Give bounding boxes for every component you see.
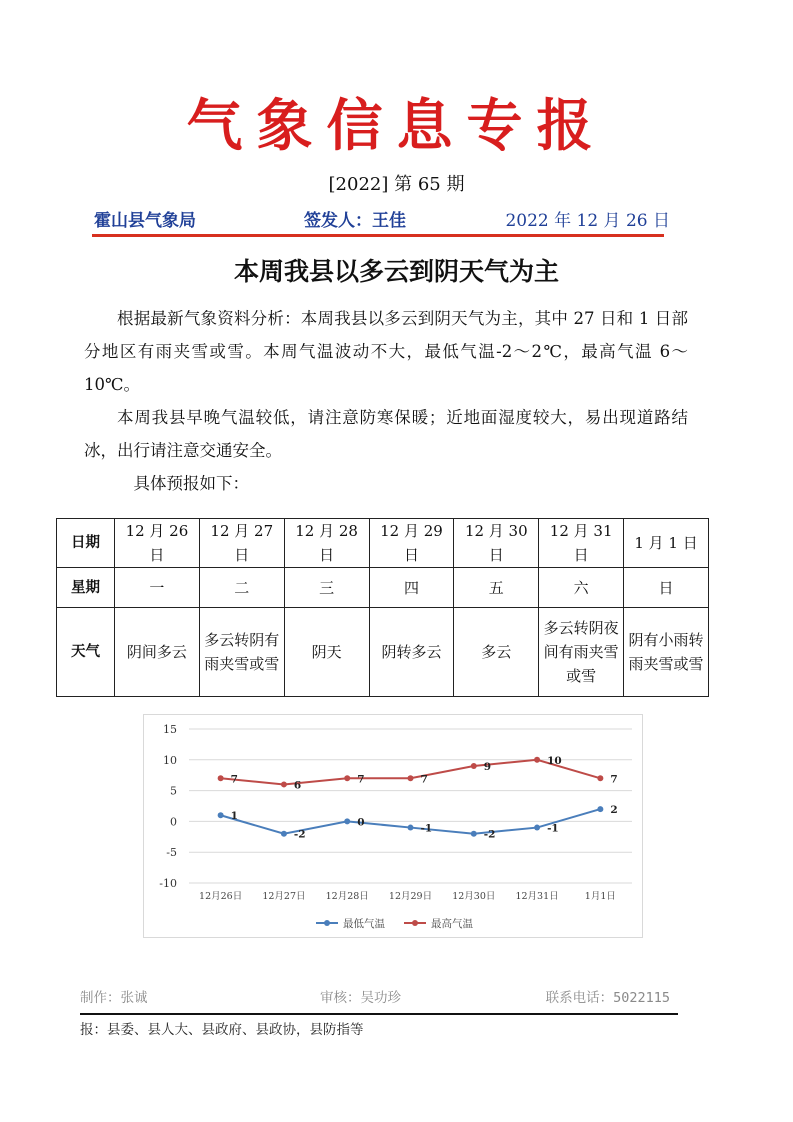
legend-marker [324, 920, 330, 926]
data-point [281, 831, 287, 837]
contact-phone: 联系电话：5022115 [545, 990, 670, 1006]
y-tick-label: 0 [170, 815, 177, 829]
row-header-weekday: 星期 [57, 568, 115, 608]
weekday-cell: 二 [199, 568, 284, 608]
weekday-cell: 五 [454, 568, 539, 608]
x-tick-label: 12月29日 [388, 891, 433, 902]
date-cell: 12 月 27 日 [199, 519, 284, 568]
paragraph: 根据最新气象资料分析：本周我县以多云到阴天气为主，其中 27 日和 1 日部分地区有雨夹雪或雪。本周气温波动不大，最低气温-2～2℃，最高气温 6～10℃。 [84, 309, 688, 394]
data-label: 10 [547, 754, 562, 767]
paragraph: 本周我县早晚气温较低，请注意防寒保暖；近地面湿度较大，易出现道路结冰，出行请注意交通安全。 [84, 408, 688, 460]
weekday-cell: 四 [369, 568, 454, 608]
red-divider [92, 234, 664, 237]
x-tick-label: 12月28日 [325, 891, 369, 902]
temperature-chart [143, 714, 643, 938]
y-tick-label: 15 [163, 723, 177, 736]
data-point [408, 775, 414, 781]
date-cell: 12 月 29 日 [369, 519, 454, 568]
data-point [471, 831, 477, 837]
info-bar [94, 206, 670, 230]
weather-cell: 阴天 [284, 608, 369, 697]
legend-marker [412, 920, 418, 926]
footer-divider [80, 1013, 678, 1015]
legend-label: 最低气温 [343, 918, 385, 930]
table-row [57, 568, 709, 608]
weekday-cell: 六 [539, 568, 624, 608]
issue-number: [2022] 第 65 期 [328, 174, 465, 195]
maker: 制作：张诚 [80, 990, 148, 1006]
y-tick-label: 5 [170, 784, 177, 798]
data-point [534, 757, 540, 763]
issue-date: 2022 年 12 月 26 日 [505, 211, 670, 231]
x-tick-label: 12月27日 [262, 891, 306, 902]
weather-cell: 多云转阴夜间有雨夹雪或雪 [539, 608, 624, 697]
data-label: -2 [483, 828, 496, 841]
data-point [597, 775, 603, 781]
data-point [344, 818, 350, 824]
data-label: -2 [293, 828, 306, 841]
date-cell: 12 月 30 日 [454, 519, 539, 568]
data-label: 7 [357, 773, 365, 786]
temperature-chart-svg [144, 715, 642, 937]
data-point [218, 775, 224, 781]
x-tick-label: 12月30日 [452, 891, 496, 902]
data-point [344, 775, 350, 781]
table-row [57, 608, 709, 697]
date-cell: 12 月 31 日 [539, 519, 624, 568]
weather-cell: 阴间多云 [115, 608, 200, 697]
weekday-cell: 日 [624, 568, 709, 608]
data-point [471, 763, 477, 769]
issuing-organization: 霍山县气象局 [94, 211, 196, 231]
paragraph: 具体预报如下： [133, 474, 249, 493]
legend-label: 最高气温 [431, 918, 473, 930]
data-point [408, 825, 414, 831]
headline: 本周我县以多云到阴天气为主 [233, 257, 559, 286]
y-tick-label: -10 [159, 877, 177, 890]
masthead-title: 气象信息专报 [186, 93, 607, 159]
data-label: 7 [420, 773, 428, 786]
data-label: 0 [357, 816, 365, 829]
footer [80, 986, 680, 1006]
weather-cell: 多云转阴有雨夹雪或雪 [199, 608, 284, 697]
data-point [534, 825, 540, 831]
y-tick-label: -5 [166, 846, 177, 860]
forecast-table [56, 518, 709, 697]
x-tick-label: 1月1日 [584, 891, 616, 902]
data-point [218, 812, 224, 818]
x-tick-label: 12月26日 [199, 891, 243, 902]
data-point [597, 806, 603, 812]
data-label: 1 [230, 810, 238, 823]
data-label: -1 [420, 822, 433, 835]
x-tick-label: 12月31日 [515, 891, 559, 902]
date-cell: 12 月 28 日 [284, 519, 369, 568]
data-point [281, 781, 287, 787]
y-tick-label: 10 [163, 753, 177, 767]
row-header-date: 日期 [57, 519, 115, 568]
date-cell: 1 月 1 日 [624, 519, 709, 568]
weekday-cell: 一 [115, 568, 200, 608]
distribution-list: 报：县委、县人大、县政府、县政协，县防指等 [80, 1022, 364, 1038]
table-row [57, 519, 709, 568]
body-text [84, 302, 688, 500]
weather-cell: 阴有小雨转雨夹雪或雪 [624, 608, 709, 697]
data-label: 2 [610, 804, 618, 817]
weekday-cell: 三 [284, 568, 369, 608]
data-label: 7 [610, 773, 618, 786]
data-label: 6 [293, 779, 302, 792]
weather-cell: 阴转多云 [369, 608, 454, 697]
row-header-weather: 天气 [57, 608, 115, 697]
data-label: 7 [230, 773, 238, 786]
signer: 签发人：王佳 [304, 211, 406, 231]
reviewer: 审核：吴功珍 [320, 990, 401, 1006]
date-cell: 12 月 26 日 [115, 519, 200, 568]
data-label: 9 [483, 760, 492, 773]
weather-cell: 多云 [454, 608, 539, 697]
data-label: -1 [547, 822, 559, 835]
